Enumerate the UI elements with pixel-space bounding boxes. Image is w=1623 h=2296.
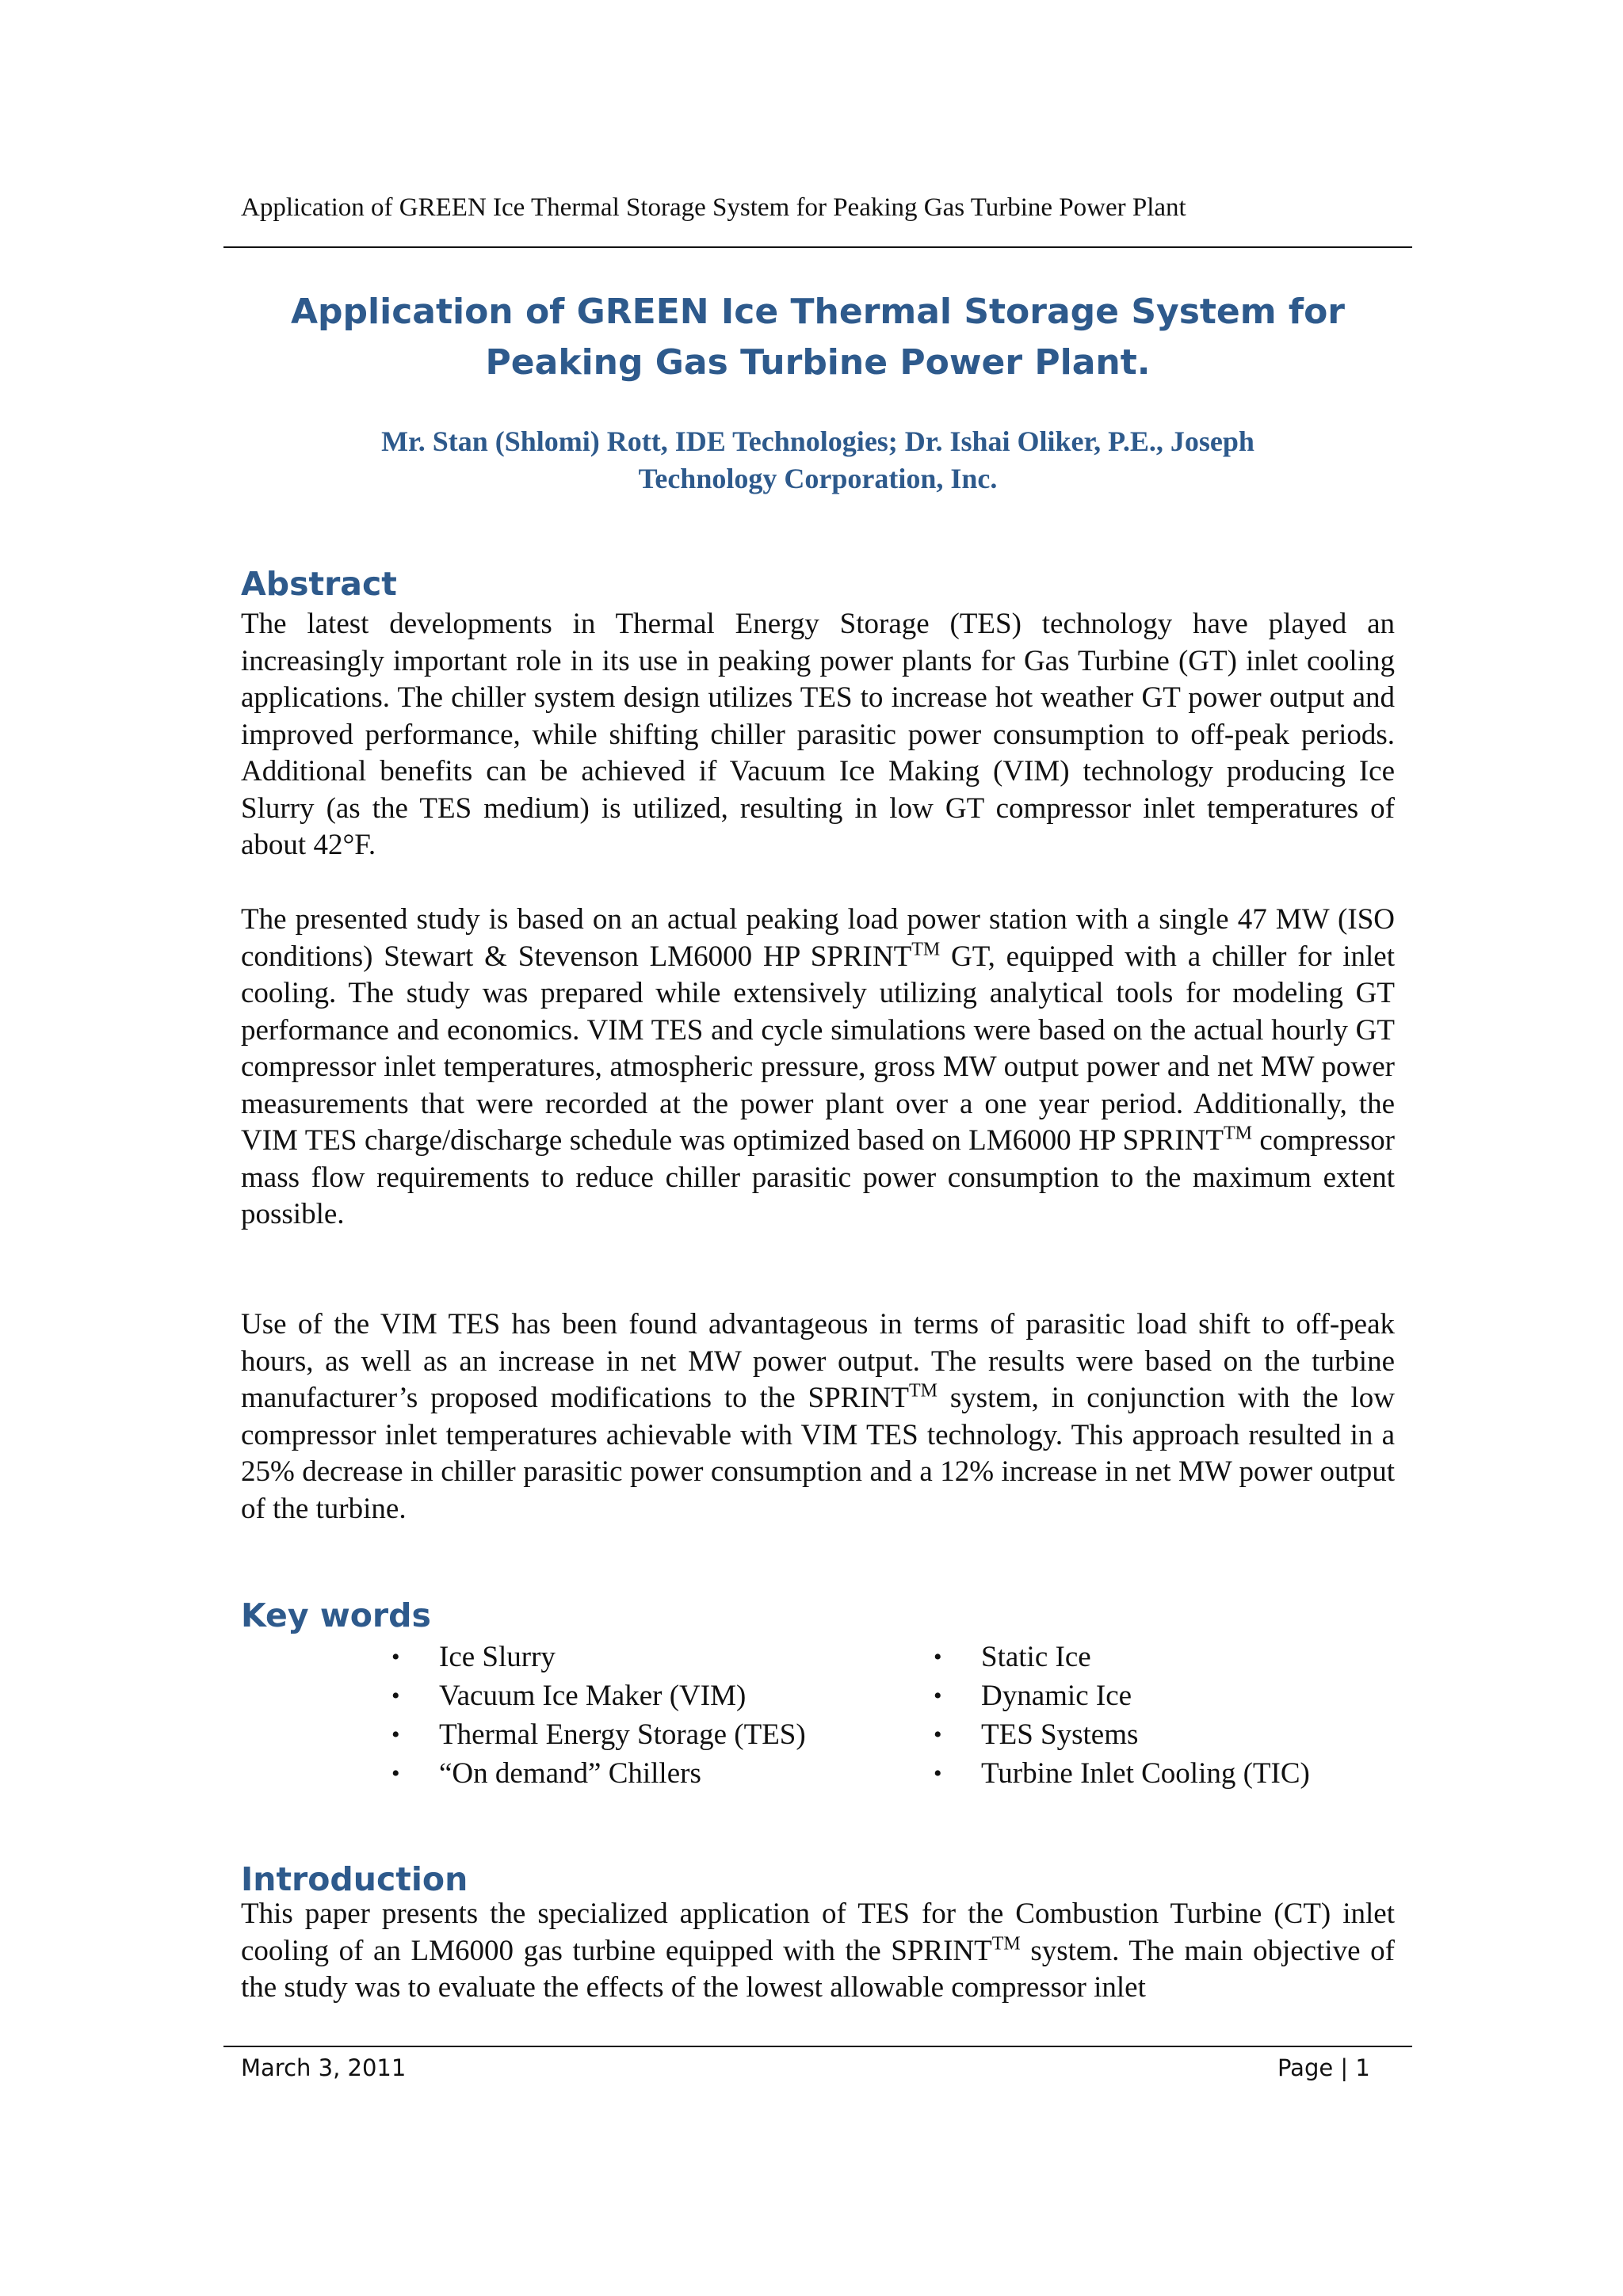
keyword-item bbox=[934, 1754, 1310, 1793]
bullet-icon: • bbox=[391, 1722, 400, 1748]
keyword-item bbox=[391, 1754, 806, 1793]
keywords-heading: Key words bbox=[241, 1596, 431, 1634]
bullet-icon: • bbox=[934, 1683, 942, 1709]
keywords-list-left bbox=[391, 1638, 806, 1793]
keyword-text: Static Ice bbox=[981, 1641, 1091, 1673]
abstract-paragraph-3 bbox=[241, 1306, 1395, 1527]
keyword-item bbox=[934, 1638, 1310, 1676]
paper-authors bbox=[223, 423, 1412, 498]
keyword-item bbox=[391, 1676, 806, 1715]
abstract-p2-text-b: GT, equipped with a chiller for inlet cooling. The study was prepared while extensively utilizing analytical tools for modeling GT performance and economics. VIM TES and cycle simulations were based on the actual hourly GT compressor inlet temperatures, atmospheric pressure, gross MW output power and net MW power measurements that were recorded at the power plant over a one year period. Additionally, the VIM TES charge/discharge schedule was optimized based on LM6000 HP SPRINT bbox=[241, 940, 1395, 1157]
trademark-superscript: TM bbox=[991, 1933, 1021, 1955]
abstract-p2-text-c: compressor mass flow requirements to reduce chiller parasitic power consumption to the maximum extent possible. bbox=[241, 1124, 1395, 1230]
keyword-text: “On demand” Chillers bbox=[439, 1757, 701, 1790]
title-line-2: Peaking Gas Turbine Power Plant. bbox=[485, 342, 1151, 383]
abstract-p3-text-b: system, in conjunction with the low compressor inlet temperatures achievable with VIM TES technology. This approach resulted in a 25% decrease in chiller parasitic power consumption and a 12% increase in net MW power output of the turbine. bbox=[241, 1382, 1395, 1525]
keyword-text: Dynamic Ice bbox=[981, 1680, 1132, 1712]
introduction-heading: Introduction bbox=[241, 1860, 468, 1898]
keyword-text: Thermal Energy Storage (TES) bbox=[439, 1718, 806, 1751]
abstract-heading: Abstract bbox=[241, 565, 397, 603]
introduction-paragraph-1 bbox=[241, 1896, 1395, 2007]
authors-line-2: Technology Corporation, Inc. bbox=[638, 463, 998, 494]
running-header: Application of GREEN Ice Thermal Storage System for Peaking Gas Turbine Power Plant bbox=[241, 193, 1186, 222]
keyword-text: Turbine Inlet Cooling (TIC) bbox=[981, 1757, 1310, 1790]
keyword-item bbox=[934, 1715, 1310, 1754]
keyword-text: TES Systems bbox=[981, 1718, 1139, 1751]
keyword-text: Ice Slurry bbox=[439, 1641, 556, 1673]
authors-line-1: Mr. Stan (Shlomi) Rott, IDE Technologies; Dr. Ishai Oliker, P.E., Joseph bbox=[381, 425, 1254, 457]
abstract-paragraph-1: The latest developments in Thermal Energy Storage (TES) technology have played an increasingly important role in its use in peaking power plants for Gas Turbine (GT) inlet cooling applications. The chiller system design utilizes TES to increase hot weather GT power output and improved performance, while shifting chiller parasitic power consumption to off-peak periods. Additional benefits can be achieved if Vacuum Ice Making (VIM) technology producing Ice Slurry (as the TES medium) is utilized, resulting in low GT compressor inlet temperatures of about 42°F. bbox=[241, 608, 1395, 861]
bullet-icon: • bbox=[391, 1644, 400, 1670]
keyword-item bbox=[934, 1676, 1310, 1715]
trademark-superscript: TM bbox=[909, 1380, 938, 1402]
intro-p1-text-b: system. The main objective of the study was to evaluate the effects of the lowest allowable compressor inlet bbox=[241, 1934, 1395, 2004]
paper-title bbox=[223, 287, 1412, 388]
intro-p1-text-a: This paper presents the specialized application of TES for the Combustion Turbine (CT) inlet cooling of an LM6000 gas turbine equipped with the SPRINT bbox=[241, 1897, 1395, 1967]
keyword-item bbox=[391, 1715, 806, 1754]
title-line-1: Application of GREEN Ice Thermal Storage System for bbox=[290, 292, 1345, 332]
bullet-icon: • bbox=[934, 1722, 942, 1748]
footer-page-number: Page | 1 bbox=[1277, 2054, 1370, 2081]
trademark-superscript: TM bbox=[911, 939, 941, 960]
abstract-paragraph-2 bbox=[241, 902, 1395, 1234]
trademark-superscript: TM bbox=[1223, 1123, 1252, 1144]
footer-rule bbox=[223, 2046, 1412, 2047]
bullet-icon: • bbox=[391, 1760, 400, 1787]
keyword-text: Vacuum Ice Maker (VIM) bbox=[439, 1680, 747, 1712]
bullet-icon: • bbox=[934, 1760, 942, 1787]
footer-date: March 3, 2011 bbox=[241, 2054, 407, 2081]
keyword-item bbox=[391, 1638, 806, 1676]
header-rule bbox=[223, 246, 1412, 248]
bullet-icon: • bbox=[391, 1683, 400, 1709]
bullet-icon: • bbox=[934, 1644, 942, 1670]
keywords-list-right bbox=[934, 1638, 1310, 1793]
abstract-p3-text-a: Use of the VIM TES has been found advantageous in terms of parasitic load shift to off-peak hours, as well as an increase in net MW power output. The results were based on the turbine manufacturer’s proposed modifications to the SPRINT bbox=[241, 1308, 1395, 1414]
abstract-p2-text-a: The presented study is based on an actual peaking load power station with a single 47 MW (ISO conditions) Stewart & Stevenson LM6000 HP SPRINT bbox=[241, 903, 1395, 973]
